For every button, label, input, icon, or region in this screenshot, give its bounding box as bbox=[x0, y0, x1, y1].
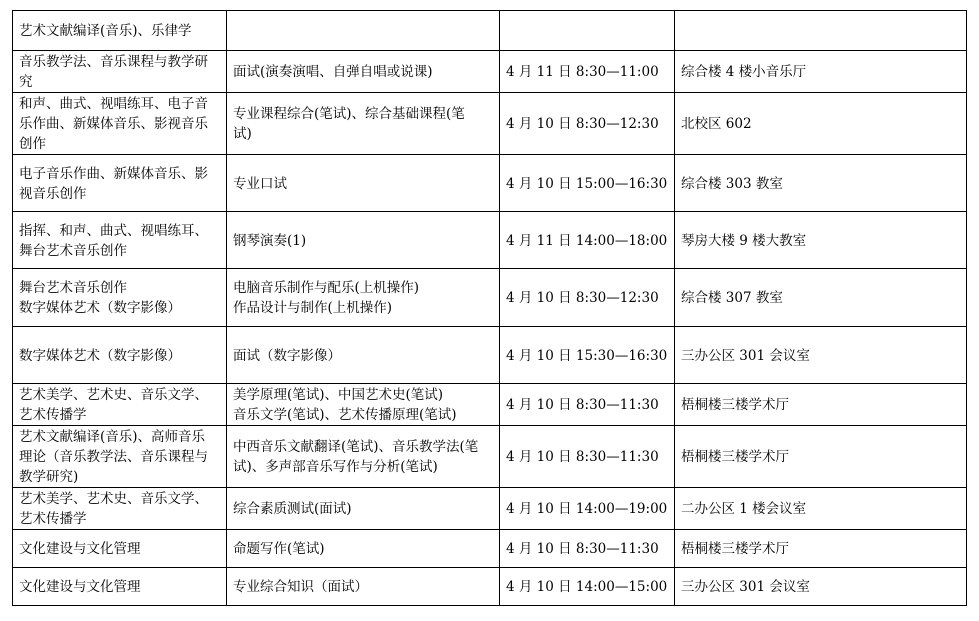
subject-cell-line: 试)、多声部音乐写作与分析(笔试) bbox=[233, 459, 438, 475]
major-cell-line: 理论（音乐教学法、音乐课程与 bbox=[19, 449, 208, 465]
time-cell: 4 月 10 日 14:00—15:00 bbox=[500, 568, 675, 606]
place-cell: 梧桐楼三楼学术厅 bbox=[675, 426, 967, 488]
subject-cell bbox=[227, 530, 500, 568]
subject-cell-line: 作品设计与制作(上机操作) bbox=[233, 300, 393, 316]
place-cell: 梧桐楼三楼学术厅 bbox=[675, 384, 967, 426]
major-cell-line: 数字媒体艺术（数字影像） bbox=[19, 300, 181, 316]
major-cell-line: 文化建设与文化管理 bbox=[19, 541, 141, 557]
major-cell-line: 艺术文献编译(音乐)、高师音乐 bbox=[19, 429, 206, 445]
time-cell: 4 月 10 日 15:30—16:30 bbox=[500, 327, 675, 384]
time-cell: 4 月 10 日 15:00—16:30 bbox=[500, 155, 675, 212]
table-row bbox=[13, 155, 967, 212]
major-cell bbox=[13, 568, 227, 606]
table-row bbox=[13, 93, 967, 155]
table-row bbox=[13, 488, 967, 530]
place-cell: 三办公区 301 会议室 bbox=[675, 568, 967, 606]
subject-cell-line: 美学原理(笔试)、中国艺术史(笔试) bbox=[233, 387, 444, 403]
table-row bbox=[13, 212, 967, 269]
major-cell bbox=[13, 530, 227, 568]
time-cell: 4 月 10 日 8:30—11:30 bbox=[500, 530, 675, 568]
subject-cell-line: 钢琴演奏(1) bbox=[233, 232, 307, 249]
major-cell-line: 电子音乐作曲、新媒体音乐、影 bbox=[19, 165, 208, 182]
major-cell-line: 教学研究) bbox=[19, 469, 79, 485]
time-cell bbox=[500, 11, 675, 51]
place-cell: 二办公区 1 楼会议室 bbox=[675, 488, 967, 530]
time-cell: 4 月 10 日 8:30—12:30 bbox=[500, 269, 675, 327]
subject-cell-line: 电脑音乐制作与配乐(上机操作) bbox=[233, 280, 420, 296]
table-row bbox=[13, 11, 967, 51]
subject-cell bbox=[227, 269, 500, 327]
subject-cell-line: 专业课程综合(笔试)、综合基础课程(笔 bbox=[233, 106, 465, 122]
time-cell: 4 月 10 日 8:30—11:30 bbox=[500, 426, 675, 488]
major-cell-line: 文化建设与文化管理 bbox=[19, 579, 141, 595]
subject-cell-line: 专业综合知识（面试） bbox=[233, 579, 368, 595]
major-cell-line: 艺术美学、艺术史、音乐文学、 bbox=[19, 387, 208, 403]
subject-cell-line: 命题写作(笔试) bbox=[233, 541, 325, 557]
major-cell bbox=[13, 212, 227, 269]
time-cell: 4 月 10 日 8:30—11:30 bbox=[500, 384, 675, 426]
table-row bbox=[13, 568, 967, 606]
place-cell: 综合楼 303 教室 bbox=[675, 155, 967, 212]
subject-cell-line: 综合素质测试(面试) bbox=[233, 501, 352, 517]
table-row bbox=[13, 269, 967, 327]
major-cell-line: 创作 bbox=[19, 136, 46, 152]
subject-cell-line: 音乐文学(笔试)、艺术传播原理(笔试) bbox=[233, 407, 457, 423]
major-cell-line: 舞台艺术音乐创作 bbox=[19, 280, 127, 296]
exam-schedule-table bbox=[12, 10, 967, 606]
place-cell bbox=[675, 11, 967, 51]
major-cell-line: 艺术传播学 bbox=[19, 511, 87, 527]
place-cell: 北校区 602 bbox=[675, 93, 967, 155]
major-cell-line: 舞台艺术音乐创作 bbox=[19, 242, 127, 259]
table-row bbox=[13, 327, 967, 384]
major-cell bbox=[13, 327, 227, 384]
place-cell: 梧桐楼三楼学术厅 bbox=[675, 530, 967, 568]
time-cell: 4 月 11 日 14:00—18:00 bbox=[500, 212, 675, 269]
table-row bbox=[13, 51, 967, 93]
time-cell: 4 月 10 日 14:00—19:00 bbox=[500, 488, 675, 530]
major-cell bbox=[13, 426, 227, 488]
major-cell-line: 视音乐创作 bbox=[19, 185, 87, 202]
place-cell: 三办公区 301 会议室 bbox=[675, 327, 967, 384]
subject-cell bbox=[227, 11, 500, 51]
major-cell-line: 乐作曲、新媒体音乐、影视音乐 bbox=[19, 116, 208, 132]
major-cell-line: 艺术传播学 bbox=[19, 407, 87, 423]
schedule-body bbox=[13, 11, 967, 606]
major-cell bbox=[13, 51, 227, 93]
subject-cell bbox=[227, 212, 500, 269]
major-cell-line: 指挥、和声、曲式、视唱练耳、 bbox=[19, 222, 208, 239]
major-cell-line: 究 bbox=[19, 74, 33, 90]
subject-cell bbox=[227, 488, 500, 530]
subject-cell bbox=[227, 568, 500, 606]
major-cell bbox=[13, 269, 227, 327]
place-cell: 综合楼 4 楼小音乐厅 bbox=[675, 51, 967, 93]
major-cell bbox=[13, 384, 227, 426]
subject-cell-line: 面试（数字影像） bbox=[233, 347, 341, 364]
table-row bbox=[13, 426, 967, 488]
place-cell: 琴房大楼 9 楼大教室 bbox=[675, 212, 967, 269]
major-cell bbox=[13, 11, 227, 51]
subject-cell bbox=[227, 426, 500, 488]
major-cell bbox=[13, 93, 227, 155]
subject-cell bbox=[227, 384, 500, 426]
subject-cell bbox=[227, 155, 500, 212]
subject-cell-line: 面试(演奏演唱、自弹自唱或说课) bbox=[233, 64, 433, 80]
major-cell-line: 数字媒体艺术（数字影像） bbox=[19, 347, 181, 364]
time-cell: 4 月 10 日 8:30—12:30 bbox=[500, 93, 675, 155]
subject-cell bbox=[227, 93, 500, 155]
major-cell bbox=[13, 488, 227, 530]
table-row bbox=[13, 530, 967, 568]
major-cell-line: 艺术美学、艺术史、音乐文学、 bbox=[19, 491, 208, 507]
subject-cell-line: 试) bbox=[233, 126, 252, 142]
subject-cell bbox=[227, 327, 500, 384]
subject-cell-line: 中西音乐文献翻译(笔试)、音乐教学法(笔 bbox=[233, 439, 479, 455]
place-cell: 综合楼 307 教室 bbox=[675, 269, 967, 327]
major-cell-line: 艺术文献编译(音乐)、乐律学 bbox=[19, 23, 192, 39]
major-cell-line: 和声、曲式、视唱练耳、电子音 bbox=[19, 96, 208, 112]
subject-cell bbox=[227, 51, 500, 93]
table-row bbox=[13, 384, 967, 426]
major-cell-line: 音乐教学法、音乐课程与教学研 bbox=[19, 54, 208, 70]
subject-cell-line: 专业口试 bbox=[233, 175, 287, 192]
major-cell bbox=[13, 155, 227, 212]
time-cell: 4 月 11 日 8:30—11:00 bbox=[500, 51, 675, 93]
